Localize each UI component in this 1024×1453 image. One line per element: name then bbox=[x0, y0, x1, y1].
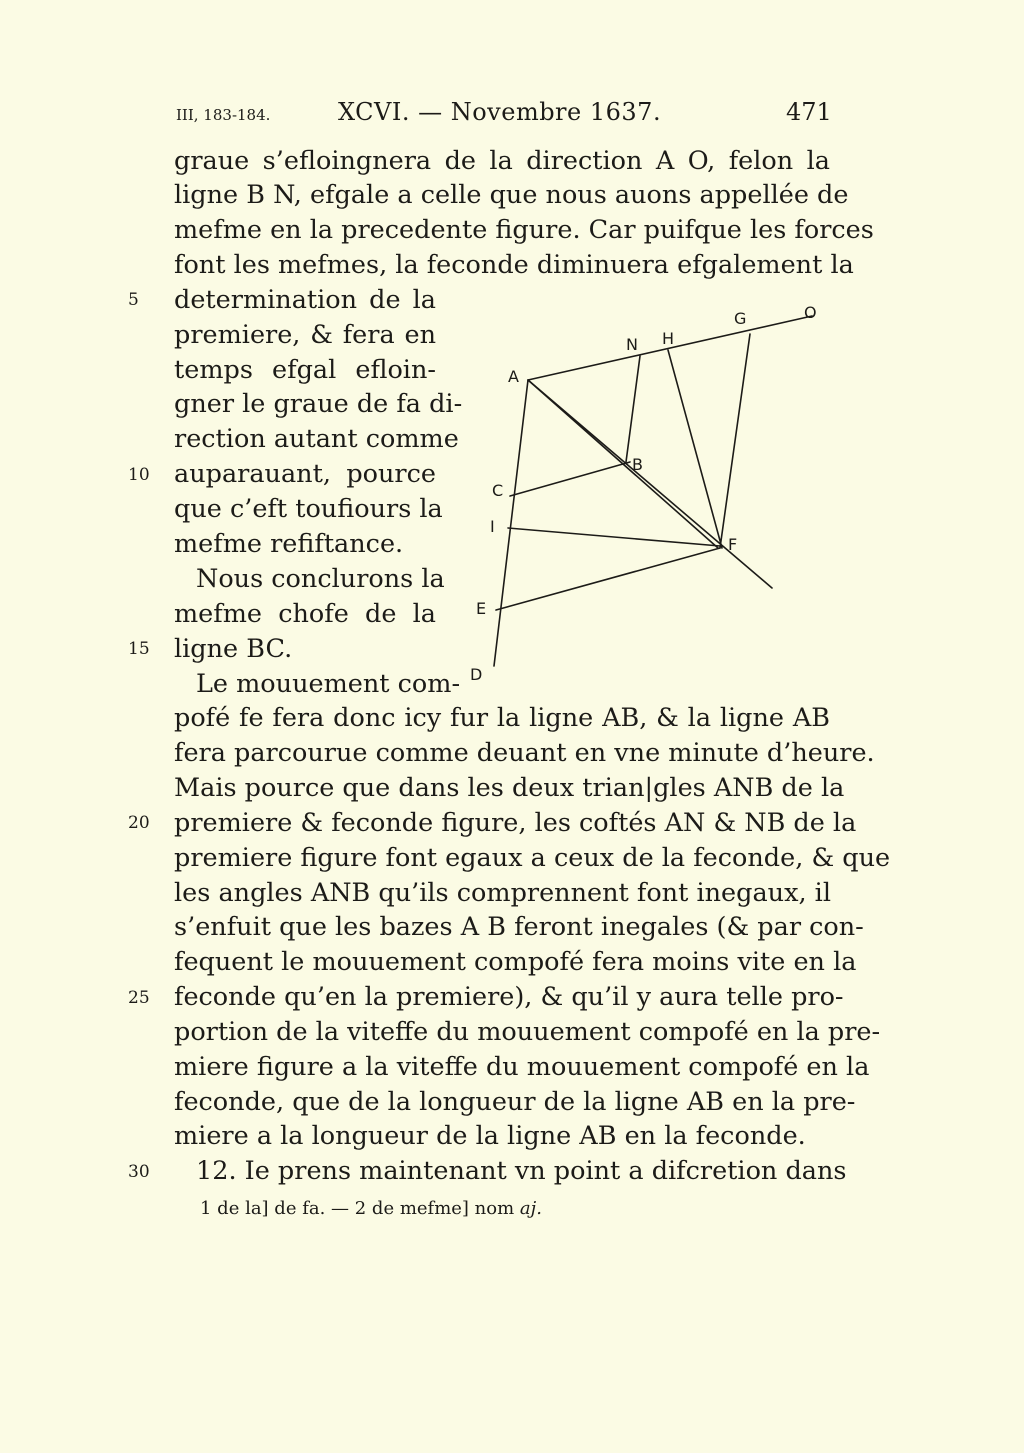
line-AF bbox=[528, 380, 772, 588]
text-line: Le mouuement com- bbox=[196, 669, 461, 699]
running-header bbox=[0, 98, 1024, 138]
line-AD bbox=[494, 380, 528, 666]
text-line: 12. Ie prens maintenant vn point a difcretion dans bbox=[196, 1156, 847, 1186]
text-line: portion de la viteffe du mouuement compofé en la pre- bbox=[174, 1017, 881, 1047]
text-line: miere a la longueur de la ligne AB en la feconde. bbox=[174, 1121, 806, 1151]
text-line: feconde, que de la longueur de la ligne AB en la pre- bbox=[174, 1087, 856, 1117]
text-line: auparauant, pource bbox=[174, 459, 436, 489]
text-line: les angles ANB qu’ils comprennent font inegaux, il bbox=[174, 878, 831, 908]
label-B: B bbox=[632, 455, 643, 474]
line-number: 30 bbox=[128, 1162, 150, 1182]
header-title: XCVI. — Novembre 1637. bbox=[338, 98, 662, 126]
line-HF bbox=[668, 350, 722, 548]
header-volume-reference: III, 183-184. bbox=[176, 106, 271, 124]
label-A: A bbox=[508, 367, 519, 386]
text-line: miere figure a la viteffe du mouuement compofé en la bbox=[174, 1052, 870, 1082]
text-line: graue s’efloingnera de la direction A O, felon la bbox=[174, 146, 830, 176]
text-line: feconde qu’en la premiere), & qu’il y aura telle pro- bbox=[174, 982, 844, 1012]
text-line: ligne B N, efgale a celle que nous auons appellée de bbox=[174, 180, 849, 210]
text-line: fequent le mouuement compofé fera moins vite en la bbox=[174, 947, 857, 977]
label-E: E bbox=[476, 599, 487, 618]
line-number: 5 bbox=[128, 290, 139, 310]
text-line: Nous conclurons la bbox=[196, 564, 445, 594]
label-D: D bbox=[470, 665, 483, 684]
line-number: 10 bbox=[128, 465, 150, 485]
line-GF bbox=[720, 334, 750, 548]
line-EF bbox=[496, 548, 720, 610]
label-I: I bbox=[490, 517, 495, 536]
footnote bbox=[200, 1198, 542, 1219]
text-line: premiere, & fera en bbox=[174, 320, 436, 350]
text-line: mefme en la precedente figure. Car puifque les forces bbox=[174, 215, 874, 245]
label-F: F bbox=[728, 535, 738, 554]
text-line: Mais pource que dans les deux trian|gles ANB de la bbox=[174, 773, 845, 803]
label-N: N bbox=[626, 335, 638, 354]
text-line: fera parcourue comme deuant en vne minute d’heure. bbox=[174, 738, 875, 768]
geometric-figure bbox=[462, 296, 832, 688]
text-line: premiere figure font egaux a ceux de la feconde, & que bbox=[174, 843, 891, 873]
text-line: ligne BC. bbox=[174, 634, 293, 664]
label-G: G bbox=[734, 309, 747, 328]
line-number: 20 bbox=[128, 813, 150, 833]
label-H: H bbox=[662, 329, 675, 348]
line-AO bbox=[528, 316, 812, 380]
footnote-italic: aj. bbox=[519, 1198, 542, 1219]
text-line: mefme chofe de la bbox=[174, 599, 436, 629]
text-line: temps efgal efloin- bbox=[174, 355, 436, 385]
line-IF bbox=[508, 528, 720, 546]
text-line: premiere & feconde figure, les coftés AN & NB de la bbox=[174, 808, 857, 838]
text-line: gner le graue de fa di- bbox=[174, 389, 463, 419]
line-NB bbox=[626, 356, 640, 462]
label-C: C bbox=[492, 481, 504, 500]
text-line: pofé fe fera donc icy fur la ligne AB, & la ligne AB bbox=[174, 703, 830, 733]
figure-drawing bbox=[462, 296, 832, 688]
text-line: s’enfuit que les bazes A B feront inegales (& par con- bbox=[174, 912, 864, 942]
text-line: que c’eft toufiours la bbox=[174, 494, 443, 524]
line-CB bbox=[510, 462, 630, 496]
line-number: 15 bbox=[128, 639, 150, 659]
text-line: determination de la bbox=[174, 285, 436, 315]
page-number: 471 bbox=[786, 98, 832, 126]
text-line: mefme refiftance. bbox=[174, 529, 404, 559]
text-line: font les mefmes, la feconde diminuera efgalement la bbox=[174, 250, 854, 280]
footnote-text: 1 de la] de fa. — 2 de mefme] nom bbox=[200, 1198, 515, 1219]
label-O: O bbox=[804, 303, 817, 322]
text-line: rection autant comme bbox=[174, 424, 459, 454]
line-number: 25 bbox=[128, 988, 150, 1008]
